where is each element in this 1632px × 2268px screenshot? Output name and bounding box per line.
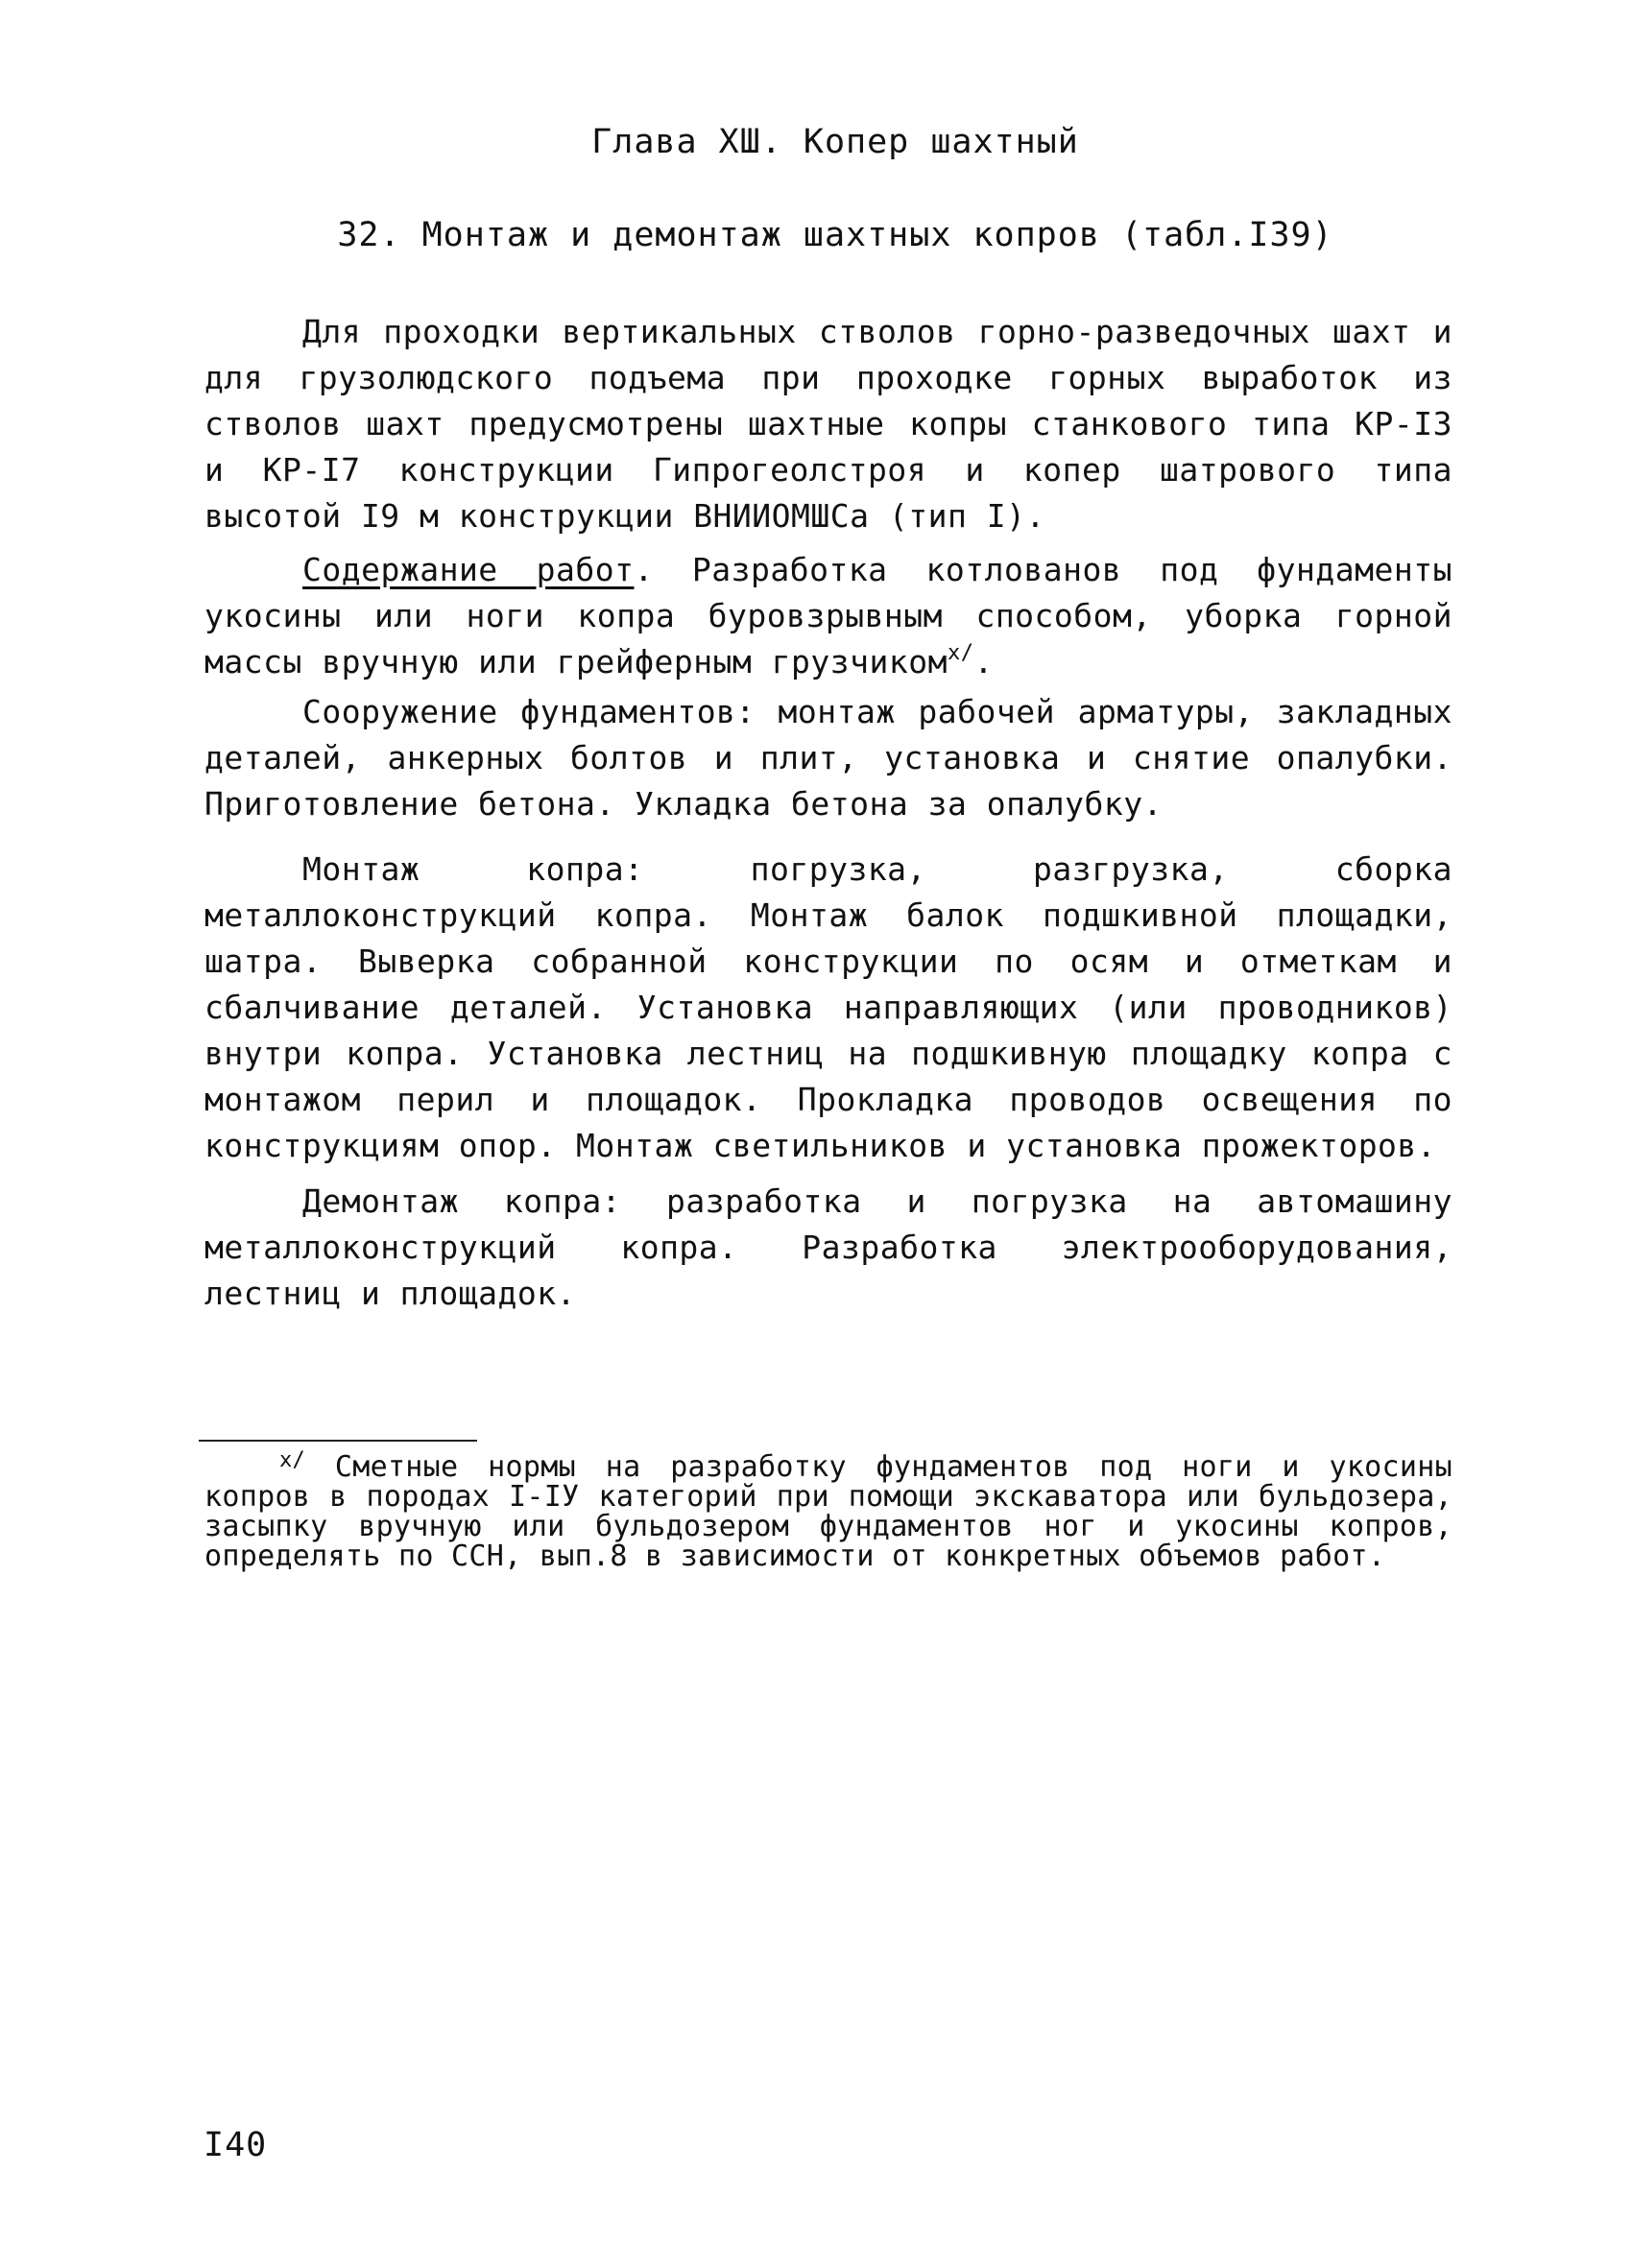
work-content-text: . Разработка котлованов под фундаменты укосины или ноги копра буровзрывным способом, уборка горной массы вручную или грейферным грузчиком <box>204 551 1452 680</box>
paragraph-work-content <box>204 547 1452 685</box>
footnote-text: Сметные нормы на разработку фундаментов под ноги и укосины копров в породах I-IУ категорий при помощи экскаватора или бульдозера, засыпку вручную или бульдозером фундаментов ног и укосины копров, определять по ССН, вып.8 в зависимости от конкретных объемов работ. <box>204 1450 1452 1573</box>
footnote-separator <box>199 1440 477 1442</box>
footnote-mark: x/ <box>279 1448 306 1472</box>
paragraph-headframe-dismantling: Демонтаж копра: разработка и погрузка на автомашину металлоконструкций копра. Разработка электрооборудования, лестниц и площадок. <box>204 1182 1452 1312</box>
paragraph-intro: Для проходки вертикальных стволов горно-разведочных шахт и для грузолюдского подъема при проходке горных выработок из стволов шахт предусмотрены шахтные копры станкового типа КР-I3 и КР-I7 конструкции Гипрогеолстроя и копер шатрового типа высотой I9 м конструкции ВНИИОМШСа (тип I). <box>204 313 1452 535</box>
chapter-title: Глава XШ. Копер шахтный <box>591 123 1079 161</box>
page-number: I40 <box>204 2126 268 2164</box>
section-title: 32. Монтаж и демонтаж шахтных копров (табл.I39) <box>337 216 1333 254</box>
paragraph-headframe-assembly: Монтаж копра: погрузка, разгрузка, сборка металлоконструкций копра. Монтаж балок подшкивной площадки, шатра. Выверка собранной конструкции по осям и отметкам и сбалчивание деталей. Установка направляющих (или проводников) внутри копра. Установка лестниц на подшкивную площадку копра с монтажом перил и площадок. Прокладка проводов освещения по конструкциям опор. Монтаж светильников и установка прожекторов. <box>204 850 1452 1164</box>
footnote <box>204 1448 1452 1573</box>
footnote-reference-mark: x/ <box>947 641 974 665</box>
work-content-end: . <box>973 643 994 680</box>
paragraph-foundations: Сооружение фундаментов: монтаж рабочей арматуры, закладных деталей, анкерных болтов и плит, установка и снятие опалубки. Приготовление бетона. Укладка бетона за опалубку. <box>204 693 1452 823</box>
work-content-heading: Содержание работ <box>302 551 635 588</box>
